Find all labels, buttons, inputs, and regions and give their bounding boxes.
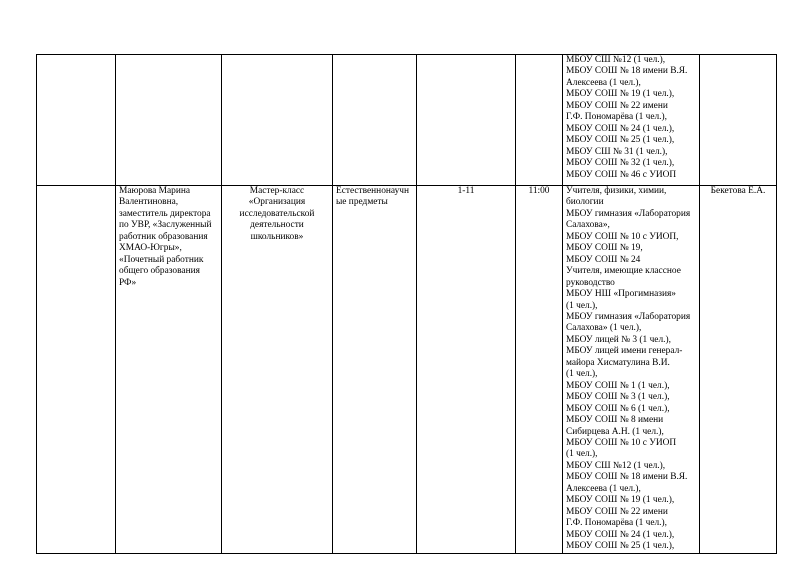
cell-event: Мастер-класс «Организация исследовательской деятельности школьников» [222, 186, 333, 554]
participant-line: МБОУ СШ №12 (1 чел.), [566, 55, 666, 65]
participant-line: МБОУ СОШ № 1 (1 чел.), [566, 380, 670, 391]
participant-line: Учителя, физики, химии, [566, 186, 667, 196]
participant-line: МБОУ СШ №12 (1 чел.), [566, 460, 666, 471]
cell-responsible [700, 55, 777, 186]
table-row [37, 55, 777, 186]
participant-line: МБОУ СОШ № 19 (1 чел.), [566, 89, 675, 100]
participant-line: МБОУ СОШ № 10 с УИОП [566, 437, 677, 448]
cell-event [222, 55, 333, 186]
participant-line: МБОУ СОШ № 18 имени В.Я. [566, 66, 688, 77]
participant-line: руководство [566, 277, 615, 288]
participant-line: МБОУ СОШ № 18 имени В.Я. [566, 472, 688, 483]
cell-grades [417, 55, 516, 186]
participant-line: МБОУ лицей № 3 (1 чел.), [566, 334, 671, 345]
cell-participants [563, 186, 700, 554]
participant-line: (1 чел.), [566, 449, 598, 460]
participant-line: МБОУ СОШ № 19, [566, 243, 643, 254]
participant-line: биологии [566, 197, 604, 208]
participant-line: МБОУ СОШ № 32 (1 чел.), [566, 158, 675, 169]
participant-line: МБОУ СОШ № 25 (1 чел.), [566, 135, 675, 146]
participant-line: МБОУ СОШ № 46 с УИОП [566, 169, 677, 180]
cell-time: 11:00 [516, 186, 563, 554]
participant-line: Алексеева (1 чел.), [566, 483, 641, 494]
cell-subject [333, 55, 417, 186]
cell-subject: Естественнонаучн ые предметы [333, 186, 417, 554]
cell-number [37, 55, 116, 186]
participant-line: майора Хисматулина В.И. [566, 357, 670, 368]
cell-presenter [116, 55, 222, 186]
participants-list [566, 186, 696, 553]
participant-line: МБОУ гимназия «Лаборатория [566, 208, 691, 219]
cell-responsible: Бекетова Е.А. [700, 186, 777, 554]
cell-participants [563, 55, 700, 186]
participant-line: МБОУ СОШ № 19 (1 чел.), [566, 495, 675, 506]
participant-line: МБОУ СОШ № 10 с УИОП, [566, 231, 679, 242]
participant-line: МБОУ СОШ № 3 (1 чел.), [566, 392, 670, 403]
cell-presenter: Маюрова Марина Валентиновна, заместитель директора по УВР, «Заслуженный работник образования ХМАО-Югры», «Почетный работник общего образования РФ» [116, 186, 222, 554]
participant-line: МБОУ гимназия «Лаборатория [566, 311, 691, 322]
participant-line: МБОУ СОШ № 24 (1 чел.), [566, 529, 675, 540]
participants-list [566, 55, 696, 181]
participant-line: Алексеева (1 чел.), [566, 77, 641, 88]
participant-line: Г.Ф. Пономарёва (1 чел.), [566, 518, 667, 529]
participant-line: Учителя, имеющие классное [566, 266, 681, 277]
participant-line: МБОУ СОШ № 24 [566, 254, 641, 265]
participant-line: МБОУ СОШ № 6 (1 чел.), [566, 403, 670, 414]
participant-line: (1 чел.), [566, 300, 598, 311]
cell-time [516, 55, 563, 186]
participant-line: Сибирцева А.Н. (1 чел.), [566, 426, 664, 437]
participant-line: МБОУ СОШ № 22 имени [566, 100, 668, 111]
participant-line: Салахова», [566, 220, 610, 231]
table-row [37, 186, 777, 554]
participant-line: МБОУ СШ № 31 (1 чел.), [566, 146, 668, 157]
participant-line: МБОУ лицей имени генерал- [566, 346, 683, 357]
cell-grades: 1-11 [417, 186, 516, 554]
schedule-table [36, 54, 777, 554]
participant-line: Г.Ф. Пономарёва (1 чел.), [566, 112, 667, 123]
participant-line: Салахова» (1 чел.), [566, 323, 642, 334]
participant-line: МБОУ СОШ № 24 (1 чел.), [566, 123, 675, 134]
participant-line: МБОУ НШ «Прогимназия» [566, 289, 676, 300]
participant-line: МБОУ СОШ № 22 имени [566, 506, 668, 517]
participant-line: МБОУ СОШ № 25 (1 чел.), [566, 541, 675, 552]
participant-line: МБОУ СОШ № 8 имени [566, 415, 664, 426]
cell-number [37, 186, 116, 554]
participant-line: (1 чел.), [566, 369, 598, 380]
